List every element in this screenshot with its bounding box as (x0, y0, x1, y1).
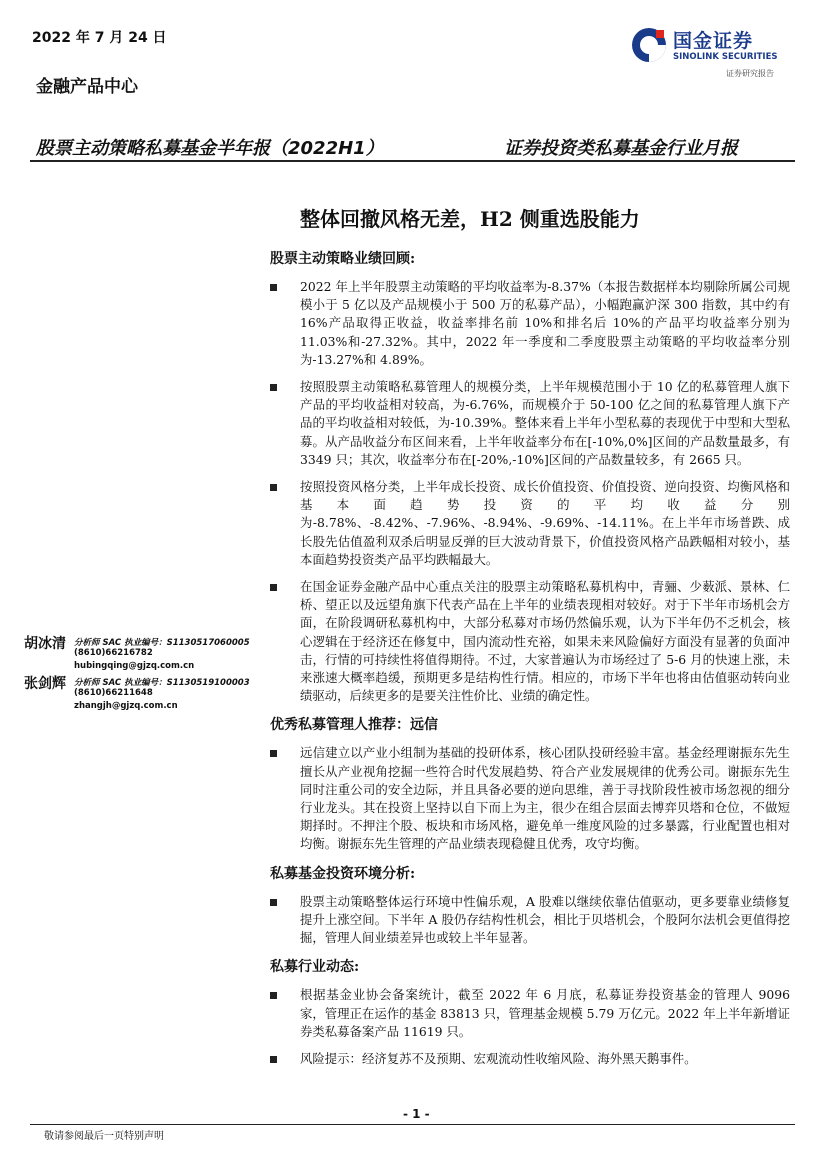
bullet-text: 按照股票主动策略私募管理人的规模分类，上半年规模范围小于 10 亿的私募管理人旗下产品的平均收益相对较高，为-6.76%，而规模介于 50-100 亿之间的私募管理人旗下产品的平均收益相对较低，为-10.39%。整体来看上半年小型私募的表现优于中型和大型私募。从产品收益分布区间来看，上半年收益率分布在[-10%,0%]区间的产品数量最多，有 3349 只；其次，收益率分布在[-20%,-10%]区间的产品数量较多，有 2665 只。 (300, 379, 790, 467)
page-number: - 1 - (403, 1107, 430, 1121)
bullet-text: 根据基金业协会备案统计，截至 2022 年 6 月底，私募证券投资基金的管理人 9096 家，管理正在运作的基金 83813 只，管理基金规模 5.79 万亿元。2022 年上半年新增证券类私募备案产品 11619 只。 (300, 987, 790, 1039)
section-heading: 股票主动策略业绩回顾: (270, 251, 416, 267)
bullet-square-icon (270, 384, 277, 391)
analyst-phone: (8610)66216782 (74, 648, 153, 658)
bullet-text: 股票主动策略整体运行环境中性偏乐观，A 股难以继续依靠估值驱动，更多要靠业绩修复提升上涨空间。下半年 A 股仍存结构性机会，相比于贝塔机会，个股阿尔法机会更值得挖掘，管理人间业绩差异也或较上半年显著。 (300, 893, 790, 946)
footer-divider (30, 1124, 795, 1125)
logo-name-en: SINOLINK SECURITIES (673, 52, 778, 62)
bullet-text: 风险提示：经济复苏不及预期、宏观流动性收缩风险、海外黑天鹅事件。 (300, 1050, 697, 1066)
section-heading: 私募行业动态: (270, 959, 360, 976)
bullet-square-icon (270, 750, 277, 757)
report-date: 2022 年 7 月 24 日 (32, 30, 167, 46)
bullet-square-icon (270, 992, 277, 999)
section-industry-news (270, 956, 790, 1068)
bullet-text: 远信建立以产业小组制为基础的投研体系，核心团队投研经验丰富。基金经理谢振东先生擅长从产业视角挖掘一些符合时代发展趋势、符合产业发展规律的优秀公司。谢振东先生同时注重公司的安全边际，并且具备必要的逆向思维，善于寻找阶段性被市场忽视的细分行业龙头。其在投资上坚持以自下而上为主，很少在组合层面去博弈贝塔和仓位，不做短期择时。不押注个股、板块和市场风格，避免单一维度风险的过多暴露，行业配置也相对均衡。谢振东先生管理的产品业绩表现稳健且优秀，攻守均衡。 (300, 745, 790, 852)
section-investment-environment (270, 863, 790, 948)
logo-name-zh: 国金证券 (673, 30, 754, 52)
logo-subtitle: 证券研究报告 (726, 69, 774, 78)
section-heading: 私募基金投资环境分析: (270, 865, 416, 882)
report-type: 股票主动策略私募基金半年报（2022H1） (36, 138, 384, 159)
analyst-phone: (8610)66211648 (74, 688, 153, 698)
bullet-square-icon (270, 584, 277, 591)
analyst-email[interactable]: zhangjh@gjzq.com.cn (74, 701, 178, 711)
bullet-item (270, 893, 790, 948)
bullet-item (270, 578, 790, 705)
bullet-text: 按照投资风格分类，上半年成长投资、成长价值投资、价值投资、逆向投资、均衡风格和基本面趋势投资的平均收益分别为-8.78%、-8.42%、-7.96%、-8.94%、-9.69%、-14.11%。在上半年市场普跌、成长股先估值盈利双杀后明显反弹的巨大波动背景下，价值投资风格产品跌幅相对较小，基本面趋势投资类产品平均跌幅最大。 (300, 479, 790, 567)
logo-mark-icon (630, 26, 668, 64)
analyst-cert: 分析师 SAC 执业编号：S1130519100003 (74, 678, 250, 688)
bullet-square-icon (270, 284, 277, 291)
analyst-name: 胡冰清 (24, 636, 66, 652)
analyst-card (24, 673, 264, 719)
bullet-text: 在国金证券金融产品中心重点关注的股票主动策略私募机构中，青骊、少薮派、景林、仁桥、望正以及远望角旗下代表产品在上半年的业绩表现相对较好。对于下半年市场机会方面，在阶段调研私募机构中，大部分私募对市场仍然偏乐观，认为下半年仍不乏机会，核心逻辑在于经济还在修复中，国内流动性充裕，如果未来风险偏好方面没有显著的负面冲击，行情的可持续性将值得期待。不过，大家普遍认为市场经过了 5-6 月的快速上涨，未来涨速大概率趋缓，预期更多是结构性行情。相应的，市场下半年也将由估值驱动转向业绩驱动，后续更多的是要关注性价比、业绩的确定性。 (300, 579, 790, 704)
bullet-item (270, 378, 790, 469)
report-body (270, 248, 790, 1077)
disclaimer-note: 敬请参阅最后一页特别声明 (44, 1131, 164, 1142)
bullet-item (270, 986, 790, 1041)
bullet-item (270, 744, 790, 853)
bullet-text: 2022 年上半年股票主动策略的平均收益率为-8.37%（本报告数据样本均剔除所属公司规模小于 5 亿以及产品规模小于 500 万的私募产品），小幅跑赢沪深 300 指数，其中约有 16%产品取得正收益，收益率排名前 10%和排名后 10%的产品平均收益率分别为 11.03%和-27.32%。其中，2022 年一季度和二季度股票主动策略的平均收益率分别为-13.27%和 4.89%。 (300, 279, 790, 367)
bullet-item (270, 1050, 790, 1068)
bullet-square-icon (270, 1056, 277, 1063)
company-logo (630, 24, 790, 82)
analyst-cert: 分析师 SAC 执业编号：S1130517060005 (74, 638, 250, 648)
bullet-item (270, 278, 790, 369)
analyst-email[interactable]: hubingqing@gjzq.com.cn (74, 661, 195, 671)
section-heading: 优秀私募管理人推荐：远信 (270, 717, 438, 734)
bullet-square-icon (270, 899, 277, 906)
section-manager-recommendation (270, 714, 790, 853)
header-divider (30, 160, 795, 162)
bullet-square-icon (270, 484, 277, 491)
report-category: 证券投资类私募基金行业月报 (504, 138, 738, 159)
analyst-name: 张剑辉 (24, 676, 66, 692)
department-name: 金融产品中心 (36, 77, 138, 97)
bullet-item (270, 478, 790, 569)
report-title: 整体回撤风格无差，H2 侧重选股能力 (300, 207, 640, 231)
section-performance-review (270, 248, 790, 705)
